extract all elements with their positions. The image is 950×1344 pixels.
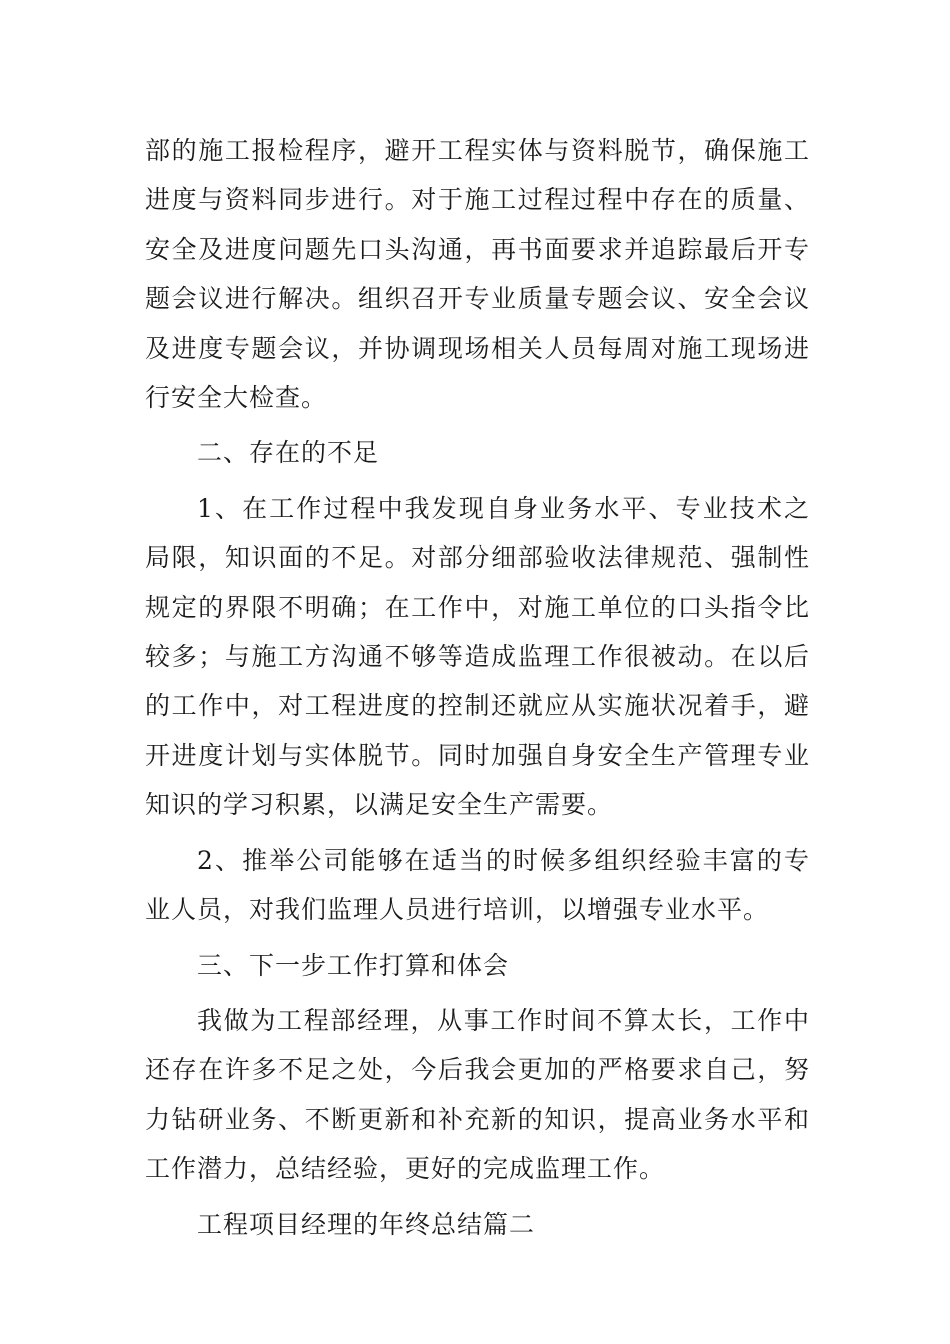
document-body bbox=[145, 126, 810, 1249]
section-heading-shortcomings: 二、存在的不足 bbox=[197, 438, 380, 468]
section-heading-next-steps: 三、下一步工作打算和体会 bbox=[197, 950, 510, 980]
body-paragraph-continuation: 部的施工报检程序，避开工程实体与资料脱节，确保施工进度与资料同步进行。对于施工过程过程中存在的质量、安全及进度问题先口头沟通，再书面要求并追踪最后开专题会议进行解决。组织召开专业质量专题会议、安全会议及进度专题会议，并协调现场相关人员每周对施工现场进行安全大检查。 bbox=[145, 136, 810, 413]
body-paragraph-plan: 我做为工程部经理，从事工作时间不算太长，工作中还存在许多不足之处，今后我会更加的严格要求自己，努力钻研业务、不断更新和补充新的知识，提高业务水平和工作潜力，总结经验，更好的完成监理工作。 bbox=[145, 1005, 810, 1184]
body-paragraph-item-1: 1、在工作过程中我发现自身业务水平、专业技术之局限，知识面的不足。对部分细部验收法律规范、强制性规定的界限不明确；在工作中，对施工单位的口头指令比较多；与施工方沟通不够等造成监理工作很被动。在以后的工作中，对工程进度的控制还就应从实施状况着手，避开进度计划与实体脱节。同时加强自身安全生产管理专业知识的学习积累，以满足安全生产需要。 bbox=[145, 493, 810, 820]
body-paragraph-item-2: 2、推举公司能够在适当的时候多组织经验丰富的专业人员，对我们监理人员进行培训，以增强专业水平。 bbox=[145, 845, 810, 925]
article-title-part-two: 工程项目经理的年终总结篇二 bbox=[197, 1209, 536, 1239]
